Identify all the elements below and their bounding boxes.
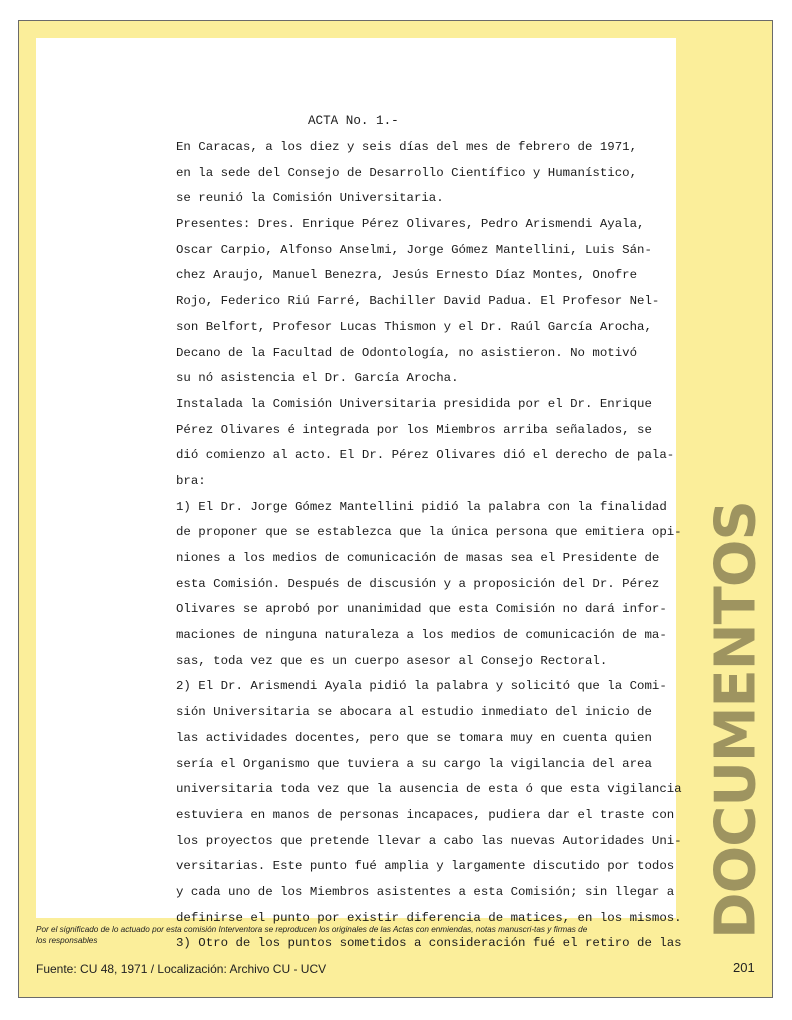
document-line: Decano de la Facultad de Odontología, no asistieron. No motivó [176, 345, 638, 360]
document-line: Presentes: Dres. Enrique Pérez Olivares, Pedro Arismendi Ayala, [176, 217, 645, 232]
section-label: DOCUMENTOS [703, 501, 769, 939]
document-line: definirse el punto por existir diferencia de matices, en los mismos. [176, 910, 682, 925]
document-line: maciones de ninguna naturaleza a los medios de comunicación de ma- [176, 628, 667, 643]
document-line: son Belfort, Profesor Lucas Thismon y el Dr. Raúl García Arocha, [176, 319, 652, 334]
document-line: las actividades docentes, pero que se tomara muy en cuenta quien [176, 730, 652, 745]
document-line: 1) El Dr. Jorge Gómez Mantellini pidió la palabra con la finalidad [176, 499, 667, 514]
document-line: 2) El Dr. Arismendi Ayala pidió la palabra y solicitó que la Comi- [176, 679, 667, 694]
document-line: y cada uno de los Miembros asistentes a esta Comisión; sin llegar a [176, 884, 675, 899]
document-line: chez Araujo, Manuel Benezra, Jesús Ernesto Díaz Montes, Onofre [176, 268, 638, 283]
caption: Por el significado de lo actuado por esta comisión Interventora se reproducen los originales de las Actas con enmiendas, notas manuscri-tas y firmas de los responsables [36, 925, 588, 945]
document-line: sión Universitaria se abocara al estudio inmediato del inicio de [176, 705, 652, 720]
document-line: los proyectos que pretende llevar a cabo las nuevas Autoridades Uni- [176, 833, 682, 848]
document-line: niones a los medios de comunicación de masas sea el Presidente de [176, 551, 660, 565]
document-line: Olivares se aprobó por unanimidad que esta Comisión no dará infor- [176, 602, 667, 617]
document-line: dió comienzo al acto. El Dr. Pérez Olivares dió el derecho de pala- [176, 448, 675, 463]
document-line: Pérez Olivares é integrada por los Miembros arriba señalados, se [176, 422, 652, 437]
document-line: esta Comisión. Después de discusión y a proposición del Dr. Pérez [176, 576, 660, 591]
document-line: se reunió la Comisión Universitaria. [176, 191, 444, 206]
document-line: Rojo, Federico Riú Farré, Bachiller David Padua. El Profesor Nel- [176, 294, 660, 309]
document-body [176, 135, 682, 957]
page-number: 201 [733, 960, 755, 975]
document-line: En Caracas, a los diez y seis días del mes de febrero de 1971, [176, 140, 638, 154]
document-title: ACTA No. 1.- [308, 114, 399, 128]
document-line: Instalada la Comisión Universitaria presidida por el Dr. Enrique [176, 396, 652, 411]
document-line: de proponer que se establezca que la única persona que emitiera opi- [176, 525, 682, 540]
source-note: Fuente: CU 48, 1971 / Localización: Archivo CU - UCV [36, 962, 327, 976]
document-line: su nó asistencia el Dr. García Arocha. [176, 371, 459, 386]
document-line: sería el Organismo que tuviera a su cargo la vigilancia del area [176, 756, 652, 771]
document-line: 3) Otro de los puntos sometidos a consideración fué el retiro de las [176, 936, 682, 951]
document-line: estuviera en manos de personas incapaces, pudiera dar el traste con [176, 807, 675, 822]
document-line: en la sede del Consejo de Desarrollo Científico y Humanístico, [176, 165, 638, 180]
document-line: Oscar Carpio, Alfonso Anselmi, Jorge Gómez Mantellini, Luis Sán- [176, 242, 652, 257]
document-line: universitaria toda vez que la ausencia de esta ó que esta vigilancia [176, 782, 682, 797]
document-line: bra: [176, 473, 206, 488]
document-line: sas, toda vez que es un cuerpo asesor al Consejo Rectoral. [176, 653, 608, 668]
document-line: versitarias. Este punto fué amplia y largamente discutido por todos [176, 859, 675, 874]
